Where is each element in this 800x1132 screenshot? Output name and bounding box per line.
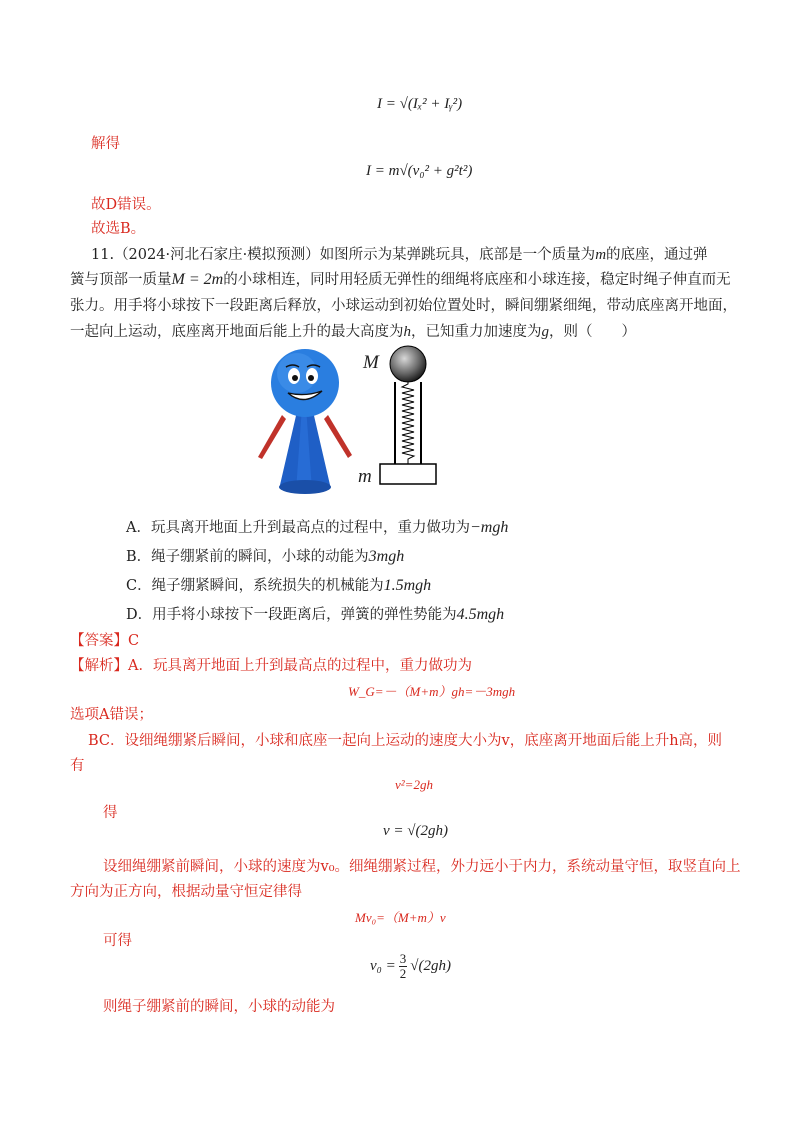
kinetic-energy-line: 则绳子绷紧前的瞬间，小球的动能为 [103,999,335,1015]
equation-i-result: I = m√(v₀² + g²t²) [366,163,473,179]
bc-line2: 有 [70,758,85,774]
q11-line2-a: 簧与顶部一质量 [70,272,172,288]
q11-line1-b: 的底座，通过弹 [606,247,708,263]
v0-lhs: v₀ = [370,957,396,974]
equation-i-components: I = √(Iₓ² + Iᵧ²) [377,96,463,112]
analysis-a-text: A．玩具离开地面上升到最高点的过程中，重力做功为 [128,658,472,674]
option-c[interactable] [126,574,431,595]
v0-numerator: 3 [399,951,407,966]
v0-denominator: 2 [399,966,407,981]
option-a-text: A．玩具离开地面上升到最高点的过程中，重力做功为 [126,520,470,536]
analysis-a-line [70,656,472,676]
equation-momentum: Mv₀=（M+m）v [355,910,446,925]
equation-v: v = √(2gh) [383,823,449,839]
option-a[interactable] [126,516,508,537]
option-d[interactable] [126,603,504,624]
toy-photo [252,345,360,500]
momentum-para-2: 方向为正方向，根据动量守恒定律得 [70,884,302,900]
q11-line1 [91,245,708,265]
q11-line4-b: ，已知重力加速度为 [411,324,542,340]
option-d-math: 4.5mgh [456,606,505,623]
q11-var-h: h [403,324,411,340]
label-M: M [363,352,379,373]
option-d-text: D．用手将小球按下一段距离后，弹簧的弹性势能为 [126,607,457,623]
q11-line4-a: 一起向上运动，底座离开地面后能上升的最大高度为 [70,324,404,340]
q11-line4-c: ，则（ ） [549,324,636,340]
equation-work-gravity: W_G=－（M+m）gh=－3mgh [348,684,516,699]
q11-m-equation: M = 2m [171,271,224,288]
q11-number: 11. [91,247,115,263]
label-jiede: 解得 [91,136,120,152]
q11-line2-b: 的小球相连，同时用轻质无弹性的细绳将底座和小球连接，稳定时绳子伸直而无 [223,272,731,288]
label-de: 得 [103,805,118,821]
option-c-math: 1.5mgh [383,577,432,594]
momentum-para-1: 设细绳绷紧前瞬间，小球的速度为v₀。细绳绷紧过程，外力远小于内力，系统动量守恒，取竖直向上 [103,859,741,875]
q11-line4 [70,322,636,342]
option-b-text: B．绳子绷紧前的瞬间，小球的动能为 [126,549,369,565]
option-a-math: −mgh [469,519,509,536]
analysis-label: 【解析】 [70,658,128,674]
option-b-math: 3mgh [368,548,405,565]
v0-rhs: √(2gh) [410,957,451,974]
q11-source: （2024·河北石家庄·模拟预测） [114,247,320,263]
label-kede: 可得 [103,933,132,949]
d-wrong-text: 故D错误。 [91,197,161,213]
option-b[interactable] [126,545,404,566]
label-m: m [358,466,372,487]
q11-var-g: g [541,324,549,340]
q11-line2 [70,270,731,290]
answer-label: 【答案】C [70,633,140,649]
equation-v0 [370,952,451,981]
option-c-text: C．绳子绷紧瞬间，系统损失的机械能为 [126,578,384,594]
equation-v-squared: v²=2gh [395,777,433,792]
choose-b-text: 故选B。 [91,221,146,237]
a-wrong-text: 选项A错误； [70,707,153,723]
q11-line3: 张力。用手将小球按下一段距离后释放，小球运动到初始位置处时，瞬间绷紧细绳，带动底座离开地面， [70,298,737,314]
v0-fraction [399,952,408,981]
q11-var-m: m [595,247,607,263]
bc-line1: BC．设细绳绷紧后瞬间，小球和底座一起向上运动的速度大小为v，底座离开地面后能上升h高，则 [88,733,723,749]
spring-diagram [378,342,438,492]
q11-line1-a: 如图所示为某弹跳玩具，底部是一个质量为 [319,247,596,263]
